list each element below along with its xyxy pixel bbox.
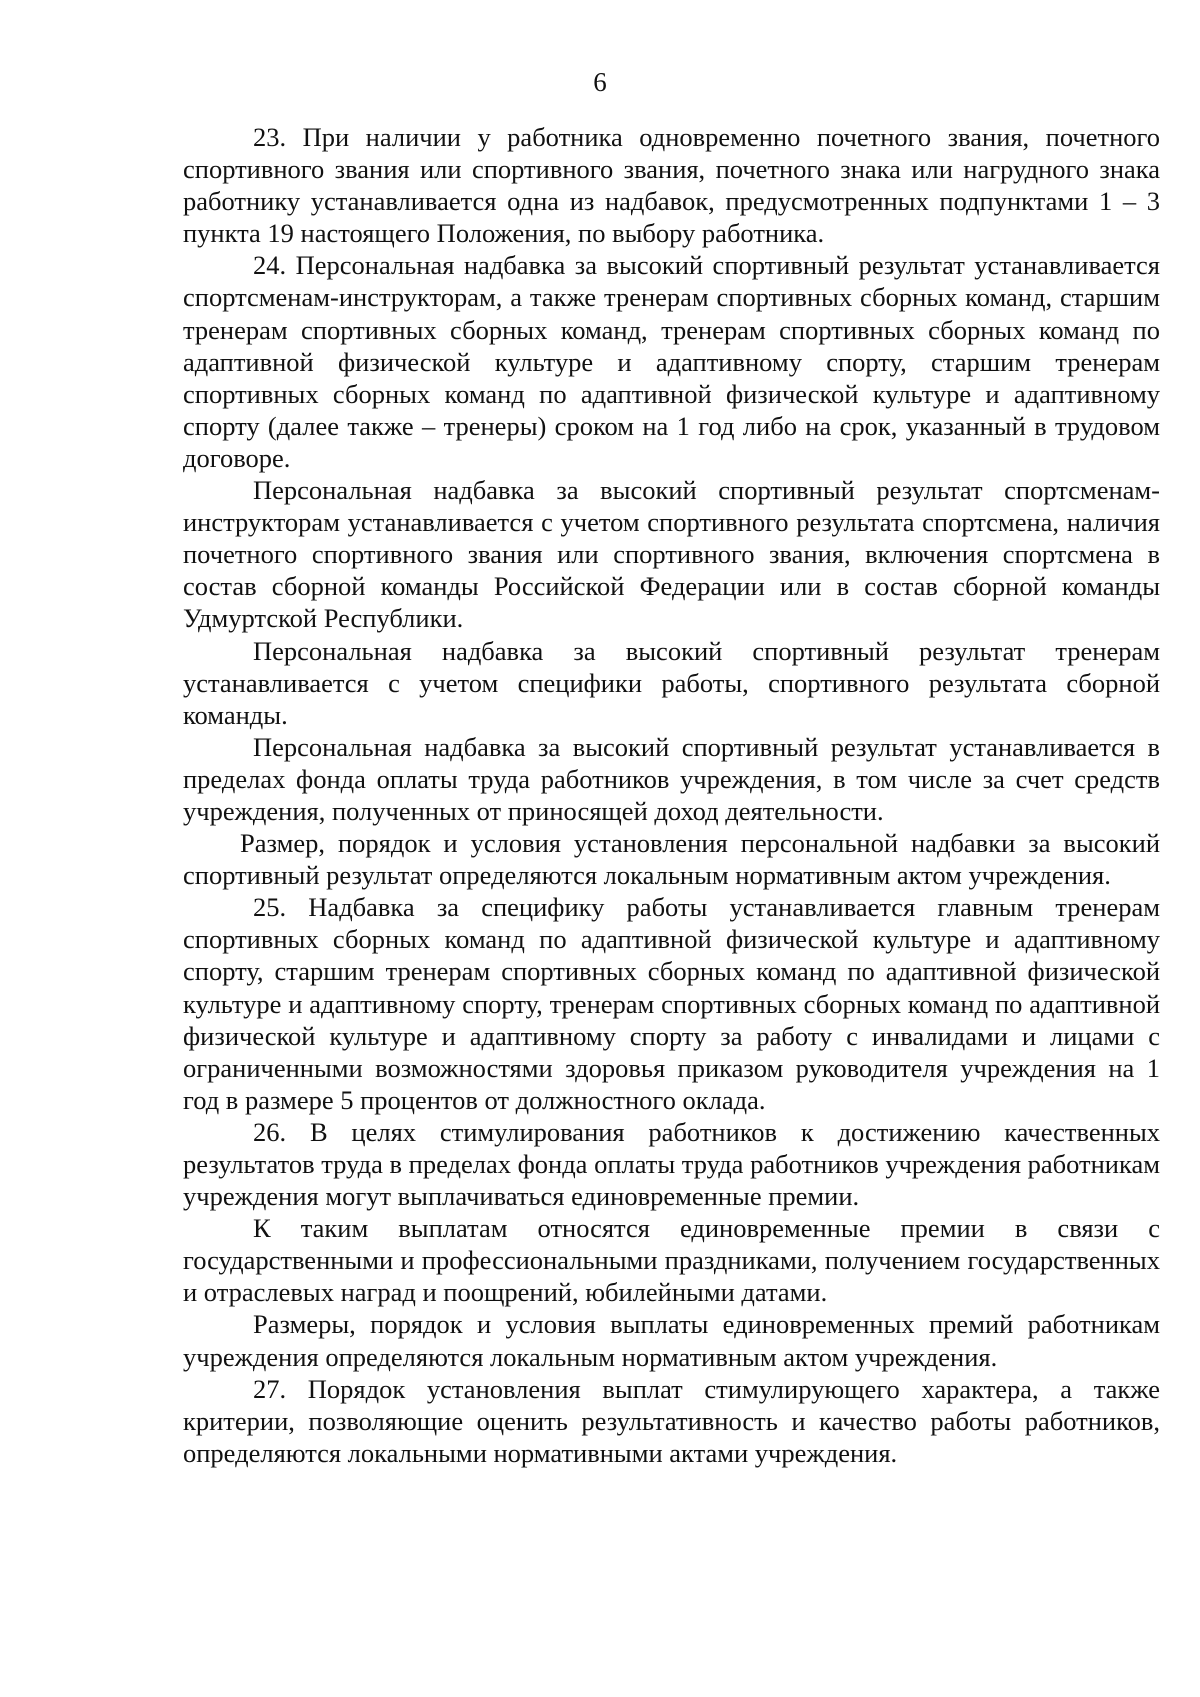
paragraph-26: 26. В целях стимулирования работников к достижению качественных результатов труда в пределах фонда оплаты труда работников учреждения работникам учреждения могут выплачиваться единовременные премии. bbox=[183, 1116, 1160, 1212]
paragraph-26-procedure: Размеры, порядок и условия выплаты единовременных премий работникам учреждения определяются локальным нормативным актом учреждения. bbox=[183, 1309, 1160, 1372]
paragraph-24: 24. Персональная надбавка за высокий спортивный результат устанавливается спортсменам-инструкторам, а также тренерам спортивных сборных команд, старшим тренерам спортивных сборных команд, тренерам спортивных сборных команд по адаптивной физической культуре и адаптивному спорту, старшим тренерам спортивных сборных команд по адаптивной физической культуре и адаптивному спорту (далее также – тренеры) сроком на 1 год либо на срок, указанный в трудовом договоре. bbox=[183, 250, 1160, 473]
paragraph-26-payments: К таким выплатам относятся единовременные премии в связи с государственными и профессиональными праздниками, получением государственных и отраслевых наград и поощрений, юбилейными датами. bbox=[183, 1213, 1160, 1308]
paragraph-24-fund: Персональная надбавка за высокий спортивный результат устанавливается в пределах фонда оплаты труда работников учреждения, в том числе за счет средств учреждения, полученных от приносящей доход деятельности. bbox=[183, 731, 1160, 826]
paragraph-24-procedure: Размер, порядок и условия установления персональной надбавки за высокий спортивный результат определяются локальным нормативным актом учреждения. bbox=[183, 828, 1160, 891]
page-number: 6 bbox=[593, 67, 607, 97]
paragraph-23: 23. При наличии у работника одновременно почетного звания, почетного спортивного звания или спортивного звания, почетного знака или нагрудного знака работнику устанавливается одна из надбавок, предусмотренных подпунктами 1 – 3 пункта 19 настоящего Положения, по выбору работника. bbox=[183, 122, 1160, 249]
paragraph-25: 25. Надбавка за специфику работы устанавливается главным тренерам спортивных сборных команд по адаптивной физической культуре и адаптивному спорту, старшим тренерам спортивных сборных команд по адаптивной физической культуре и адаптивному спорту, тренерам спортивных сборных команд по адаптивной физической культуре и адаптивному спорту за работу с инвалидами и лицами с ограниченными возможностями здоровья приказом руководителя учреждения на 1 год в размере 5 процентов от должностного оклада. bbox=[183, 892, 1160, 1115]
paragraph-27: 27. Порядок установления выплат стимулирующего характера, а также критерии, позволяющие оценить результативность и качество работы работников, определяются локальными нормативными актами учреждения. bbox=[183, 1373, 1160, 1468]
paragraph-24-athletes: Персональная надбавка за высокий спортивный результат спортсменам-инструкторам устанавливается с учетом спортивного результата спортсмена, наличия почетного спортивного звания или спортивного звания, включения спортсмена в состав сборной команды Российской Федерации или в состав сборной команды Удмуртской Республики. bbox=[183, 475, 1160, 634]
paragraph-24-coaches: Персональная надбавка за высокий спортивный результат тренерам устанавливается с учетом специфики работы, спортивного результата сборной команды. bbox=[183, 635, 1160, 730]
document-body bbox=[183, 121, 1160, 1469]
